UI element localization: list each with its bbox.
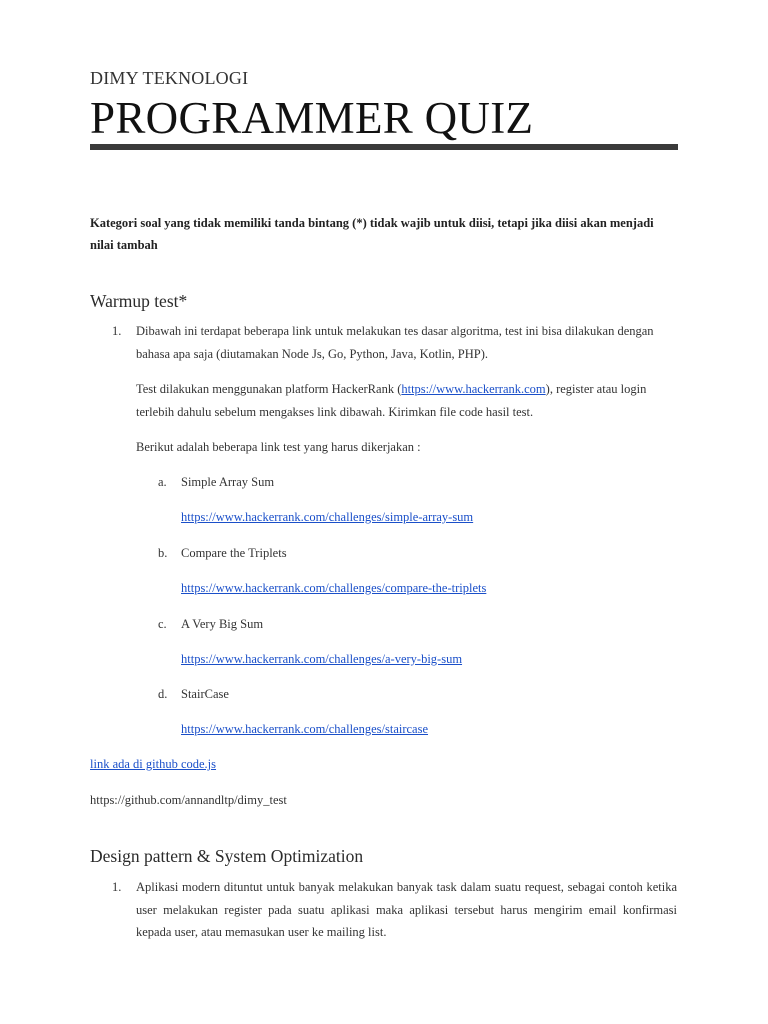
test-letter: c.	[158, 617, 167, 631]
paragraph-line: Aplikasi modern dituntut untuk banyak melakukan banyak task dalam suatu request, sebagai contoh ketika	[136, 880, 677, 894]
hackerrank-link[interactable]: https://www.hackerrank.com	[401, 382, 546, 396]
title-underline-rule	[90, 144, 678, 150]
test-name: StairCase	[181, 687, 229, 701]
warmup-paragraph-1	[136, 320, 681, 365]
test-name: Compare the Triplets	[181, 546, 287, 560]
intro-line-1: Kategori soal yang tidak memiliki tanda bintang (*) tidak wajib untuk diisi, tetapi jika diisi akan menjadi	[90, 216, 654, 230]
paragraph-text: ), register atau login	[545, 382, 647, 396]
list-number: 1.	[112, 880, 122, 894]
paragraph-line: terlebih dahulu sebelum mengakses link dibawah. Kirimkan file code hasil test.	[136, 404, 534, 419]
intro-note	[90, 212, 680, 256]
paragraph-line: Dibawah ini terdapat beberapa link untuk melakukan tes dasar algoritma, test ini bisa dilakukan dengan	[136, 324, 654, 338]
test-name: A Very Big Sum	[181, 617, 264, 631]
list-number: 1.	[112, 324, 122, 338]
paragraph-line: kepada user, atau memasukan user ke mailing list.	[136, 925, 387, 939]
github-code-link[interactable]: link ada di github code.js	[90, 757, 217, 771]
test-name: Simple Array Sum	[181, 475, 275, 489]
company-name: DIMY TEKNOLOGI	[90, 68, 249, 88]
document-title: PROGRAMMER QUIZ	[90, 93, 534, 143]
test-letter: a.	[158, 475, 167, 489]
paragraph-line: user melakukan register pada suatu aplikasi maka aplikasi tersebut harus mengirim email konfirmasi	[136, 902, 677, 917]
test-link-a-very-big-sum[interactable]: https://www.hackerrank.com/challenges/a-very-big-sum	[181, 652, 463, 666]
warmup-paragraph-2	[136, 378, 681, 423]
paragraph-text: Test dilakukan menggunakan platform HackerRank (	[136, 382, 402, 396]
intro-line-2: nilai tambah	[90, 238, 158, 252]
section-heading-design-pattern: Design pattern & System Optimization	[90, 846, 364, 866]
section-heading-warmup: Warmup test*	[90, 291, 188, 311]
test-letter: b.	[158, 546, 168, 560]
design-paragraph-1	[136, 876, 677, 944]
test-link-staircase[interactable]: https://www.hackerrank.com/challenges/staircase	[181, 722, 429, 736]
test-letter: d.	[158, 687, 168, 701]
github-url-text: https://github.com/annandltp/dimy_test	[90, 793, 287, 807]
warmup-paragraph-3: Berikut adalah beberapa link test yang harus dikerjakan :	[136, 440, 421, 454]
test-link-compare-the-triplets[interactable]: https://www.hackerrank.com/challenges/compare-the-triplets	[181, 581, 487, 595]
test-link-simple-array-sum[interactable]: https://www.hackerrank.com/challenges/simple-array-sum	[181, 510, 474, 524]
paragraph-line	[136, 378, 681, 401]
paragraph-line: bahasa apa saja (diutamakan Node Js, Go, Python, Java, Kotlin, PHP).	[136, 346, 489, 361]
